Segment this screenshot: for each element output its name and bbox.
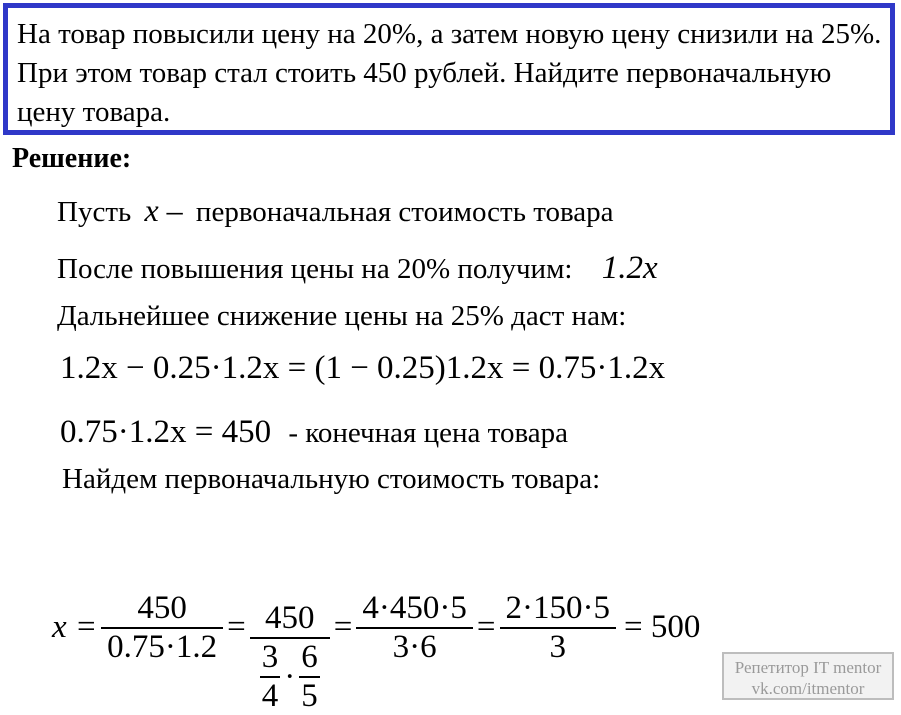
fraction-2-numerator: 450 <box>250 600 330 639</box>
fraction-3-denominator: 3·6 <box>392 628 437 665</box>
equals-2: = <box>333 609 353 645</box>
task-box <box>3 3 895 135</box>
final-result: = 500 <box>624 609 701 645</box>
solution-line-2 <box>57 250 658 287</box>
final-equation <box>52 540 700 715</box>
solution-line-3: Дальнейшее снижение цены на 25% даст нам: <box>57 300 627 332</box>
fraction-2 <box>250 600 330 715</box>
fraction-6-5-denominator: 5 <box>301 678 318 714</box>
fraction-3-4-denominator: 4 <box>261 678 279 714</box>
fraction-3-numerator: 4·450·5 <box>356 590 472 629</box>
equals-3: = <box>476 609 496 645</box>
fraction-3-4-numerator: 3 <box>260 639 281 678</box>
watermark-line-1: Репетитор IT mentor <box>734 658 882 677</box>
fraction-6-5 <box>299 639 320 715</box>
solution-line-1 <box>57 192 614 229</box>
watermark-line-2: vk.com/itmentor <box>751 679 865 698</box>
equals-1: = <box>227 609 246 645</box>
final-lhs: x = <box>52 609 98 645</box>
watermark <box>722 652 894 700</box>
line1-text: первоначальная стоимость товара <box>195 196 614 228</box>
line5-text: - конечная цена товара <box>288 417 568 449</box>
fraction-4-denominator: 3 <box>549 628 567 665</box>
fraction-4 <box>500 590 616 666</box>
fraction-6-5-numerator: 6 <box>299 639 320 678</box>
line5-math: 0.75·1.2x = 450 <box>60 414 272 450</box>
fraction-2-denominator <box>250 639 330 715</box>
solution-title: Решение: <box>12 143 132 174</box>
fraction-1 <box>101 590 223 666</box>
line1-prefix: Пусть <box>57 196 132 228</box>
fraction-1-denominator: 0.75·1.2 <box>107 628 218 665</box>
fraction-4-numerator: 2·150·5 <box>500 590 616 629</box>
task-text: На товар повысили цену на 20%, а затем новую цену снизили на 25%. При этом товар стал стоить 450 рублей. Найдите первоначальную цену товара. <box>17 18 882 128</box>
multiply-dot: · <box>284 658 296 695</box>
line1-var: x – <box>144 192 183 228</box>
line2-text: После повышения цены на 20% получим: <box>57 253 573 285</box>
equation-line-4: 1.2x − 0.25·1.2x = (1 − 0.25)1.2x = 0.75·1.2x <box>60 350 666 386</box>
fraction-3 <box>356 590 472 666</box>
line2-math: 1.2x <box>601 250 658 286</box>
solution-line-6: Найдем первоначальную стоимость товара: <box>62 463 601 495</box>
solution-line-5 <box>60 414 568 451</box>
fraction-3-4 <box>260 639 281 715</box>
fraction-1-numerator: 450 <box>101 590 223 629</box>
